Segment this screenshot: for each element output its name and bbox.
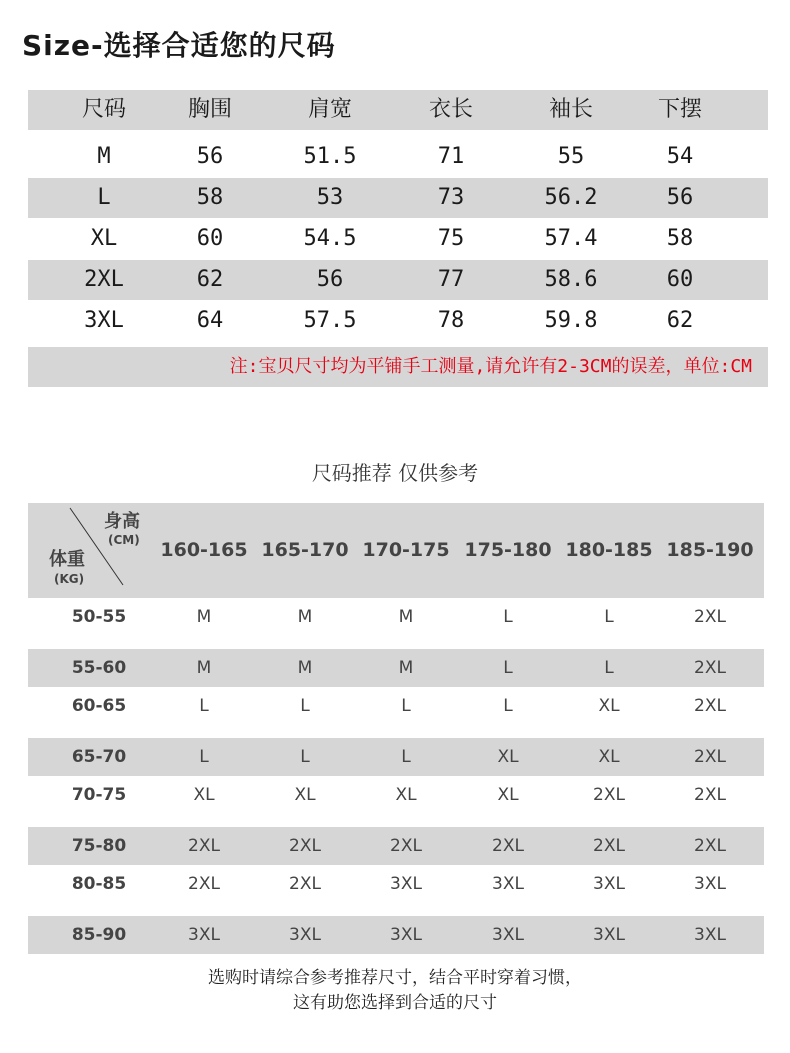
page-title: Size-选择合适您的尺码 (22, 29, 336, 62)
size-table-header-cell: 袖长 (548, 97, 594, 122)
footer-line-2: 这有助您选择到合适的尺寸 (293, 993, 497, 1013)
size-table-cell: 54.5 (303, 226, 357, 251)
height-range-header: 160-165 (160, 539, 248, 561)
recommend-row (28, 687, 764, 725)
size-table-cell: L (97, 185, 111, 210)
size-table-cell: 3XL (84, 308, 124, 333)
recommended-size-cell: M (297, 607, 313, 627)
size-table-header-cell: 胸围 (187, 97, 233, 122)
recommended-size-cell: L (401, 696, 411, 716)
size-table-cell: 58.6 (544, 267, 598, 292)
size-table-cell: 71 (437, 144, 465, 169)
height-range-header: 175-180 (464, 539, 552, 561)
recommended-size-cell: XL (395, 785, 417, 805)
size-table-cell: 62 (196, 267, 224, 292)
recommended-size-cell: L (503, 658, 513, 678)
recommended-size-cell: 2XL (694, 836, 726, 856)
size-table-header-cell: 肩宽 (307, 97, 353, 122)
height-range-header: 165-170 (261, 539, 349, 561)
weight-range-cell: 60-65 (71, 696, 127, 716)
size-table-cell: 56 (196, 144, 224, 169)
size-table-cell: M (97, 144, 111, 169)
size-table-cell: 2XL (84, 267, 124, 292)
recommended-size-cell: XL (497, 747, 519, 767)
recommended-size-cell: 3XL (593, 925, 625, 945)
recommended-size-cell: L (503, 696, 513, 716)
recommended-size-cell: 2XL (694, 785, 726, 805)
recommended-size-cell: 3XL (593, 874, 625, 894)
recommended-size-cell: 2XL (492, 836, 524, 856)
size-table-row (28, 137, 768, 177)
size-table-cell: 54 (666, 144, 694, 169)
weight-range-cell: 70-75 (71, 785, 127, 805)
recommended-size-cell: 3XL (694, 874, 726, 894)
size-table-row (28, 219, 768, 259)
footer-line-1: 选购时请综合参考推荐尺寸，结合平时穿着习惯， (208, 968, 582, 988)
size-table-cell: 60 (666, 267, 694, 292)
size-table-cell: 62 (666, 308, 694, 333)
recommended-size-cell: XL (497, 785, 519, 805)
size-table-cell: 56 (666, 185, 694, 210)
note-text: 注:宝贝尺寸均为平铺手工测量,请允许有2-3CM的误差，单位:CM (229, 356, 752, 377)
size-table-header-row (28, 90, 768, 130)
size-table-cell: 57.5 (303, 308, 357, 333)
size-table-header-cell: 尺码 (81, 97, 127, 122)
size-table-note (28, 347, 768, 387)
recommended-size-cell: 3XL (492, 925, 524, 945)
height-range-header: 170-175 (362, 539, 450, 561)
weight-range-cell: 85-90 (71, 925, 127, 945)
recommended-size-cell: 2XL (694, 696, 726, 716)
recommended-size-cell: XL (294, 785, 316, 805)
height-range-header: 180-185 (565, 539, 653, 561)
recommended-size-cell: M (297, 658, 313, 678)
recommended-size-cell: 3XL (390, 925, 422, 945)
recommended-size-cell: 2XL (289, 874, 321, 894)
recommend-row (28, 598, 764, 636)
weight-range-cell: 55-60 (71, 658, 127, 678)
recommended-size-cell: 3XL (694, 925, 726, 945)
recommended-size-cell: 2XL (188, 836, 220, 856)
footer-note (0, 966, 790, 1016)
size-table-cell: 58 (666, 226, 694, 251)
recommend-row (28, 649, 764, 687)
recommended-size-cell: L (199, 696, 209, 716)
recommended-size-cell: XL (598, 747, 620, 767)
weight-range-cell: 50-55 (71, 607, 127, 627)
size-table-cell: XL (90, 226, 118, 251)
height-label: 身高 (104, 511, 140, 532)
recommend-row (28, 865, 764, 903)
recommended-size-cell: XL (193, 785, 215, 805)
recommend-row (28, 738, 764, 776)
size-table-cell: 56.2 (544, 185, 598, 210)
size-table-cell: 51.5 (303, 144, 357, 169)
size-table-cell: 77 (437, 267, 465, 292)
recommended-size-cell: 2XL (694, 747, 726, 767)
size-table-cell: 73 (437, 185, 465, 210)
size-table-cell: 75 (437, 226, 465, 251)
recommended-size-cell: L (300, 747, 310, 767)
size-table-cell: 57.4 (544, 226, 598, 251)
weight-label: 体重 (49, 549, 85, 570)
recommended-size-cell: 2XL (289, 836, 321, 856)
recommended-size-cell: M (196, 607, 212, 627)
recommended-size-cell: L (604, 658, 614, 678)
size-table-header-cell: 衣长 (428, 97, 474, 122)
recommended-size-cell: L (401, 747, 411, 767)
recommended-size-cell: 2XL (188, 874, 220, 894)
recommend-table-header (28, 503, 764, 598)
size-table-header-cell: 下摆 (657, 97, 703, 122)
size-table-cell: 58 (196, 185, 224, 210)
recommended-size-cell: 3XL (289, 925, 321, 945)
size-table-cell: 53 (316, 185, 344, 210)
recommended-size-cell: L (604, 607, 614, 627)
recommended-size-cell: L (300, 696, 310, 716)
size-table-row (28, 260, 768, 300)
size-table-cell: 55 (557, 144, 585, 169)
recommend-title: 尺码推荐 仅供参考 (311, 461, 479, 485)
recommended-size-cell: M (398, 607, 414, 627)
weight-range-cell: 80-85 (71, 874, 127, 894)
recommended-size-cell: 3XL (492, 874, 524, 894)
recommend-row (28, 776, 764, 814)
recommended-size-cell: 3XL (188, 925, 220, 945)
recommended-size-cell: 2XL (694, 658, 726, 678)
size-table-cell: 60 (196, 226, 224, 251)
size-table-cell: 64 (196, 308, 224, 333)
size-table-cell: 56 (316, 267, 344, 292)
weight-range-cell: 65-70 (71, 747, 127, 767)
recommended-size-cell: L (199, 747, 209, 767)
recommended-size-cell: XL (598, 696, 620, 716)
recommended-size-cell: 3XL (390, 874, 422, 894)
weight-range-cell: 75-80 (71, 836, 127, 856)
recommend-row (28, 916, 764, 954)
recommended-size-cell: 2XL (593, 785, 625, 805)
size-table-row (28, 178, 768, 218)
recommended-size-cell: L (503, 607, 513, 627)
height-unit: (CM) (108, 533, 140, 547)
recommended-size-cell: 2XL (593, 836, 625, 856)
size-table-cell: 78 (437, 308, 465, 333)
recommended-size-cell: M (196, 658, 212, 678)
size-table-cell: 59.8 (544, 308, 598, 333)
recommended-size-cell: 2XL (694, 607, 726, 627)
recommended-size-cell: M (398, 658, 414, 678)
size-table-row (28, 301, 768, 341)
height-range-header: 185-190 (666, 539, 754, 561)
recommended-size-cell: 2XL (390, 836, 422, 856)
recommend-row (28, 827, 764, 865)
weight-unit: (KG) (54, 572, 85, 586)
